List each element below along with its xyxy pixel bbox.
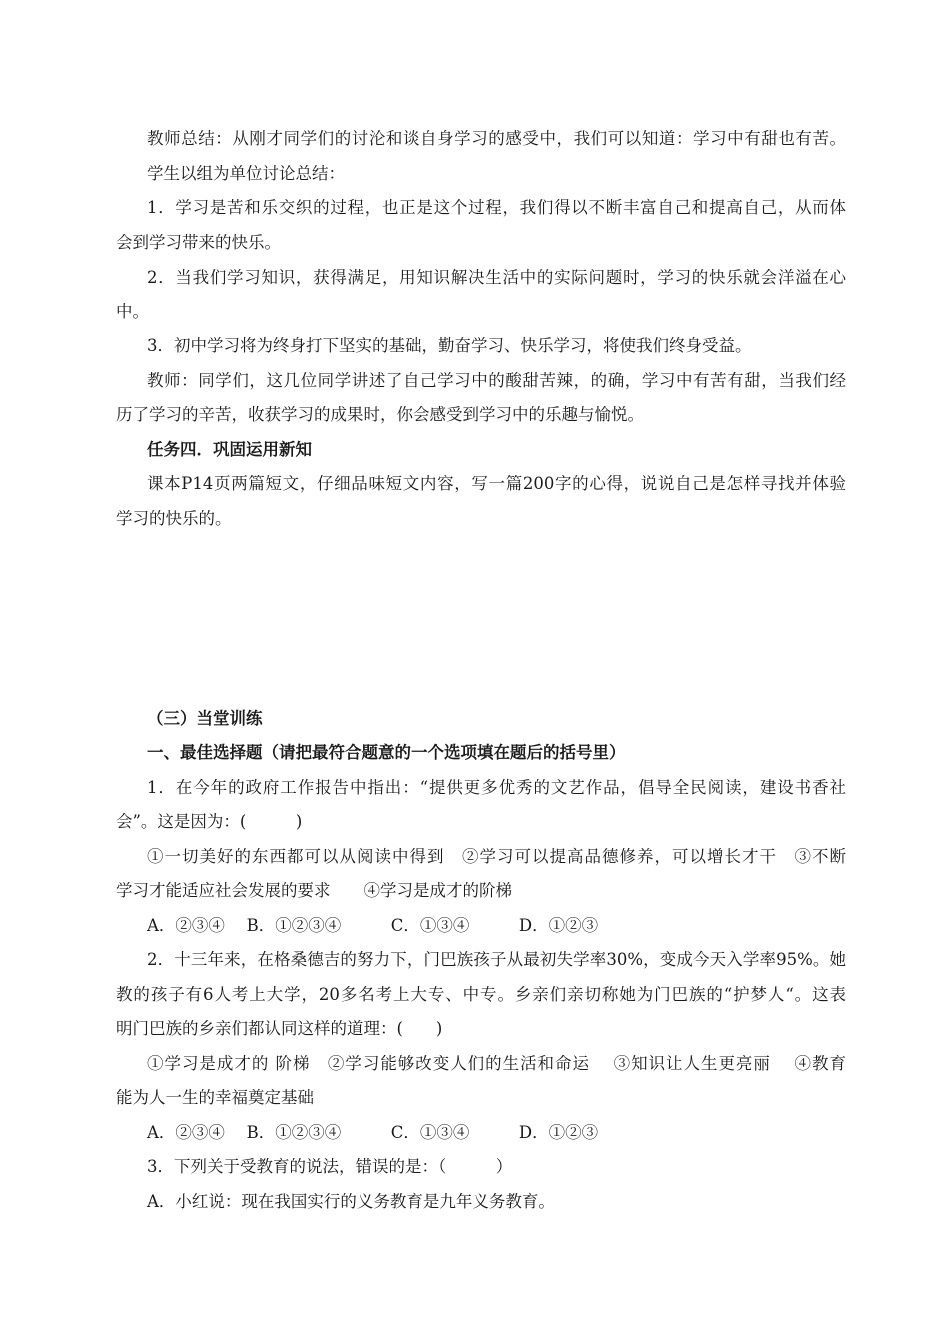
question-2-choices: A．②③④ B．①②③④ C．①③④ D．①②③ [147,1123,599,1142]
question-1-line-2: 会”。这是因为：( ) [116,812,303,831]
question-3: 3．下列关于受教育的说法，错误的是：（ ） [147,1157,513,1176]
question-2-options-line-2: 能为人一生的幸福奠定基础 [116,1088,314,1107]
task-4-line-2: 学习的快乐的。 [116,509,232,528]
section-heading: （三）当堂训练 [147,709,263,728]
question-1-line-1: 1．在今年的政府工作报告中指出：“提供更多优秀的文艺作品，倡导全民阅读，建设书香社 [147,778,846,797]
point-2-line-1: 2．当我们学习知识，获得满足，用知识解决生活中的实际问题时，学习的快乐就会洋溢在心 [147,268,846,287]
point-3: 3．初中学习将为终身打下坚实的基础，勤奋学习、快乐学习，将使我们终身受益。 [147,336,752,355]
point-1-line-2: 会到学习带来的快乐。 [116,233,281,252]
teacher-remark-line-1: 教师：同学们，这几位同学讲述了自己学习中的酸甜苦辣，的确，学习中有苦有甜，当我们经 [147,371,846,390]
group-intro: 学生以组为单位讨论总结： [147,164,345,183]
question-3-option-a: A．小红说：现在我国实行的义务教育是九年义务教育。 [147,1192,555,1211]
point-1-line-1: 1．学习是苦和乐交织的过程，也正是这个过程，我们得以不断丰富自己和提高自己，从而体 [147,198,846,217]
question-2-line-3: 明门巴族的乡亲们都认同这样的道理：( ) [116,1019,443,1038]
point-2-line-2: 中。 [116,302,149,321]
question-1-choices: A．②③④ B．①②③④ C．①③④ D．①②③ [147,916,599,935]
teacher-remark-line-2: 历了学习的辛苦，收获学习的成果时，你会感受到学习中的乐趣与愉悦。 [116,405,644,424]
question-1-options-line-1: ①一切美好的东西都可以从阅读中得到 ②学习可以提高品德修养，可以增长才干 ③不断 [147,847,846,866]
task-4-heading: 任务四．巩固运用新知 [147,440,312,459]
question-2-line-1: 2．十三年来，在格桑德吉的努力下，门巴族孩子从最初失学率30%，变成今天入学率95%。她 [147,950,846,969]
multiple-choice-heading: 一、最佳选择题（请把最符合题意的一个选项填在题后的括号里） [147,743,626,762]
question-1-options-line-2: 学习才能适应社会发展的要求 ④学习是成才的阶梯 [116,881,512,900]
task-4-line-1: 课本P14页两篇短文，仔细品味短文内容，写一篇200字的心得，说说自己是怎样寻找并体验 [147,474,846,493]
question-2-options-line-1: ①学习是成才的 阶梯 ②学习能够改变人们的生活和命运 ③知识让人生更亮丽 ④教育 [147,1054,846,1073]
question-2-line-2: 教的孩子有6人考上大学，20多名考上大专、中专。乡亲们亲切称她为门巴族的“护梦人“。这表 [116,985,846,1004]
teacher-summary: 教师总结：从刚才同学们的讨沦和谈自身学习的感受中，我们可以知道：学习中有甜也有苦。 [147,129,846,148]
